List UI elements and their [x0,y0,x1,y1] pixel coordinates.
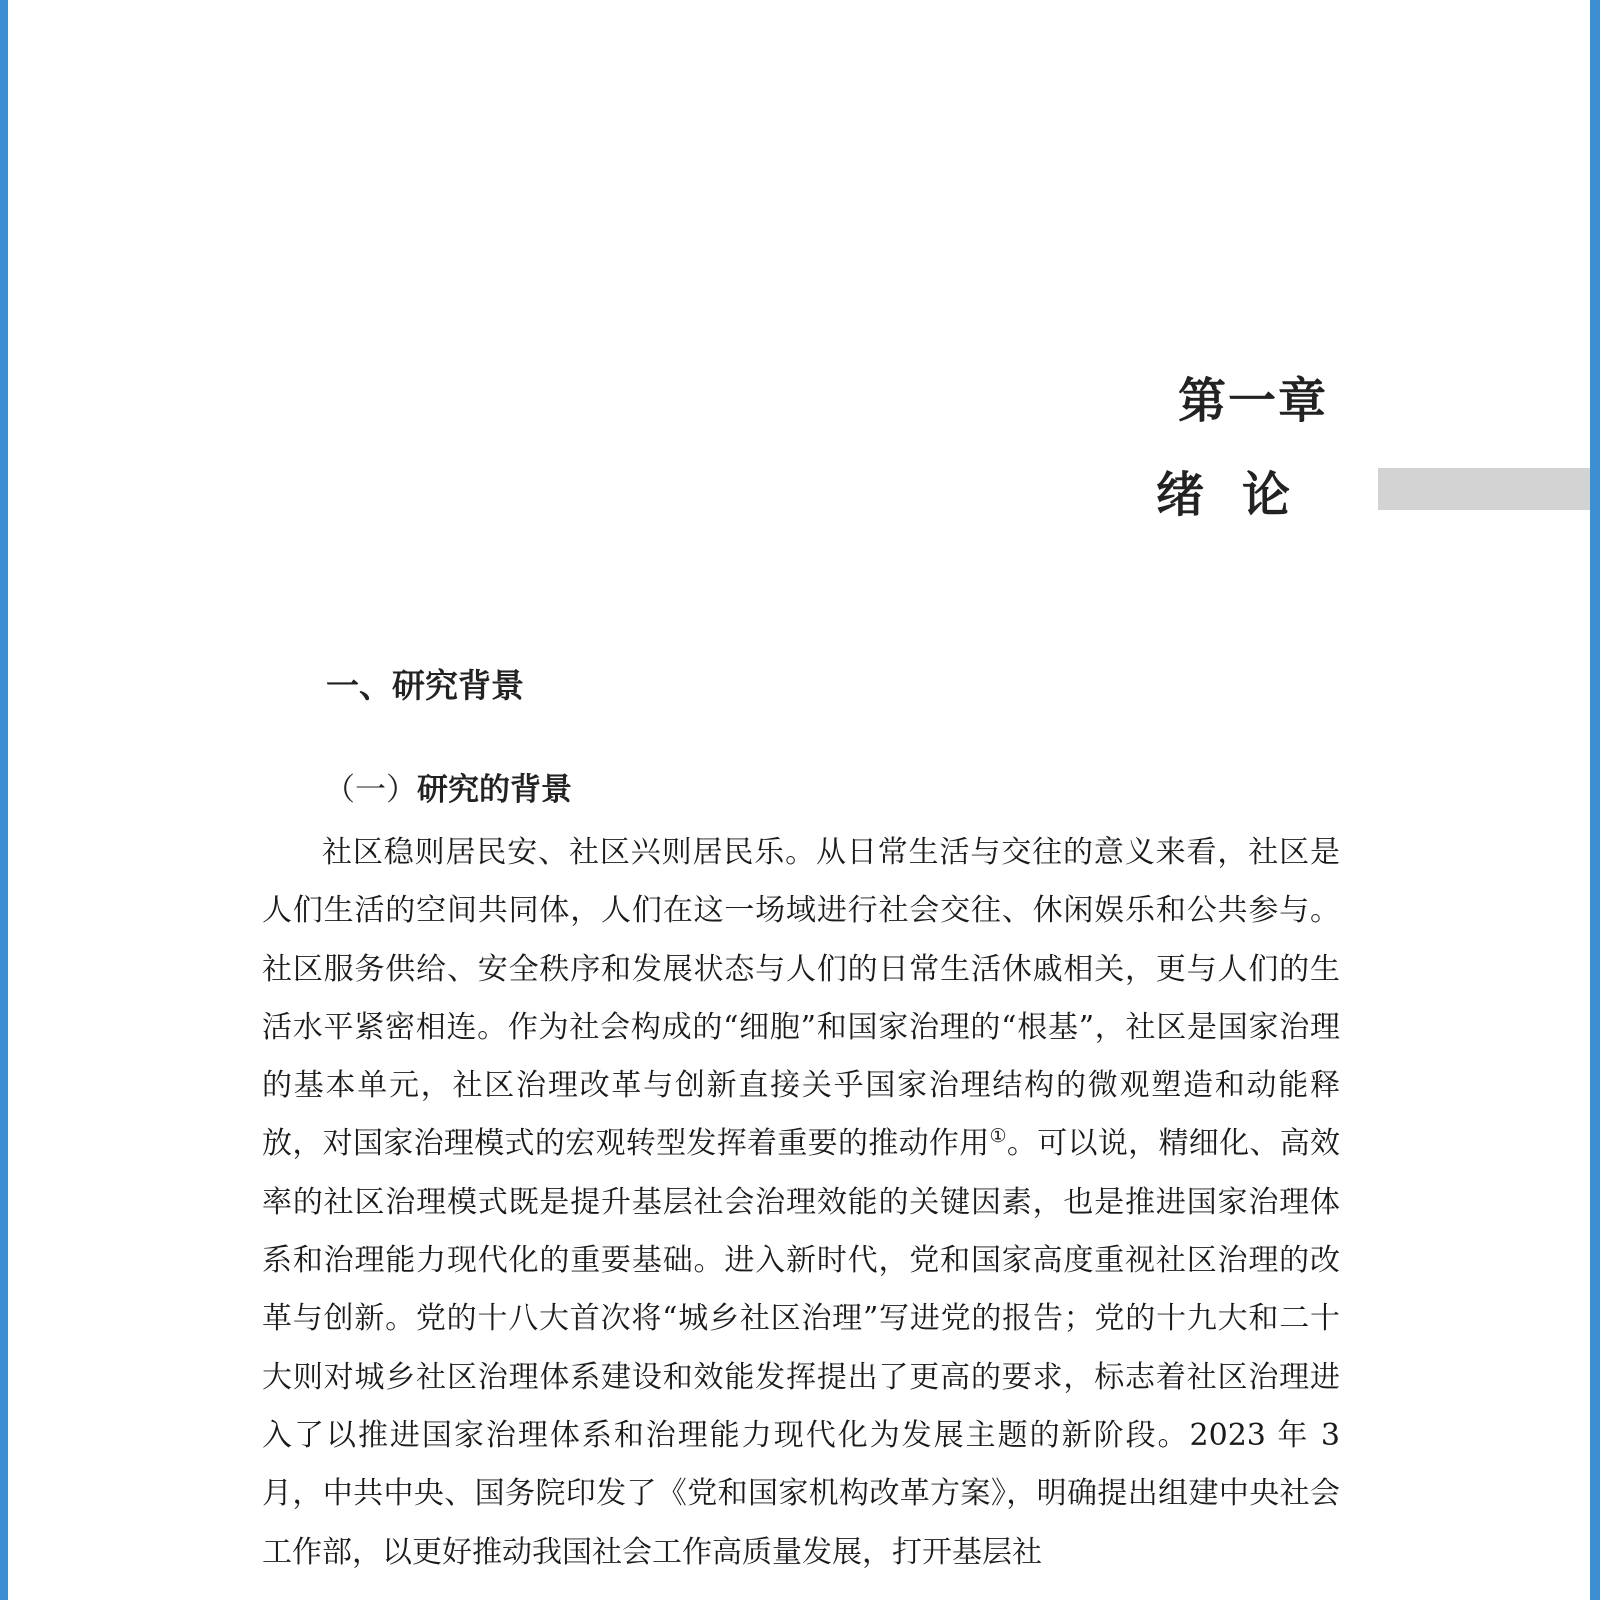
page-frame-left [0,0,8,1600]
section-heading: 一、研究背景 [326,666,524,705]
subsection-prefix: （一） [324,772,417,808]
subsection-title: 研究的背景 [417,772,572,808]
footnote-mark[interactable]: ① [989,1125,1007,1148]
body-paragraph [262,824,1340,1582]
subsection-heading [324,764,572,809]
chapter-number: 第一章 [1177,373,1328,429]
paragraph-text-after-note: 。可以说，精细化、高效率的社区治理模式既是提升基层社会治理效能的关键因素，也是推进国家治理体系和治理能力现代化的重要基础。进入新时代，党和国家高度重视社区治理的改革与创新。党的十八大首次将“城乡社区治理”写进党的报告；党的十九大和二十大则对城乡社区治理体系建设和效能发挥提出了更高的要求，标志着社区治理进入了以推进国家治理体系和治理能力现代化为发展主题的新阶段。2023 年 3 月，中共中央、国务院印发了《党和国家机构改革方案》，明确提出组建中央社会工作部，以更好推动我国社会工作高质量发展，打开基层社 [262,1126,1341,1570]
page-frame-right [1590,0,1600,1600]
chapter-title: 绪论 [1155,467,1328,523]
paragraph-text-before-note: 社区稳则居民安、社区兴则居民乐。从日常生活与交往的意义来看，社区是人们生活的空间共同体，人们在这一场域进行社会交往、休闲娱乐和公共参与。社区服务供给、安全秩序和发展状态与人们的日常生活休戚相关，更与人们的生活水平紧密相连。作为社会构成的“细胞”和国家治理的“根基”，社区是国家治理的基本单元，社区治理改革与创新直接关乎国家治理结构的微观塑造和动能释放，对国家治理模式的宏观转型发挥着重要的推动作用 [262,835,1340,1162]
chapter-decoration-bar [1378,468,1590,510]
